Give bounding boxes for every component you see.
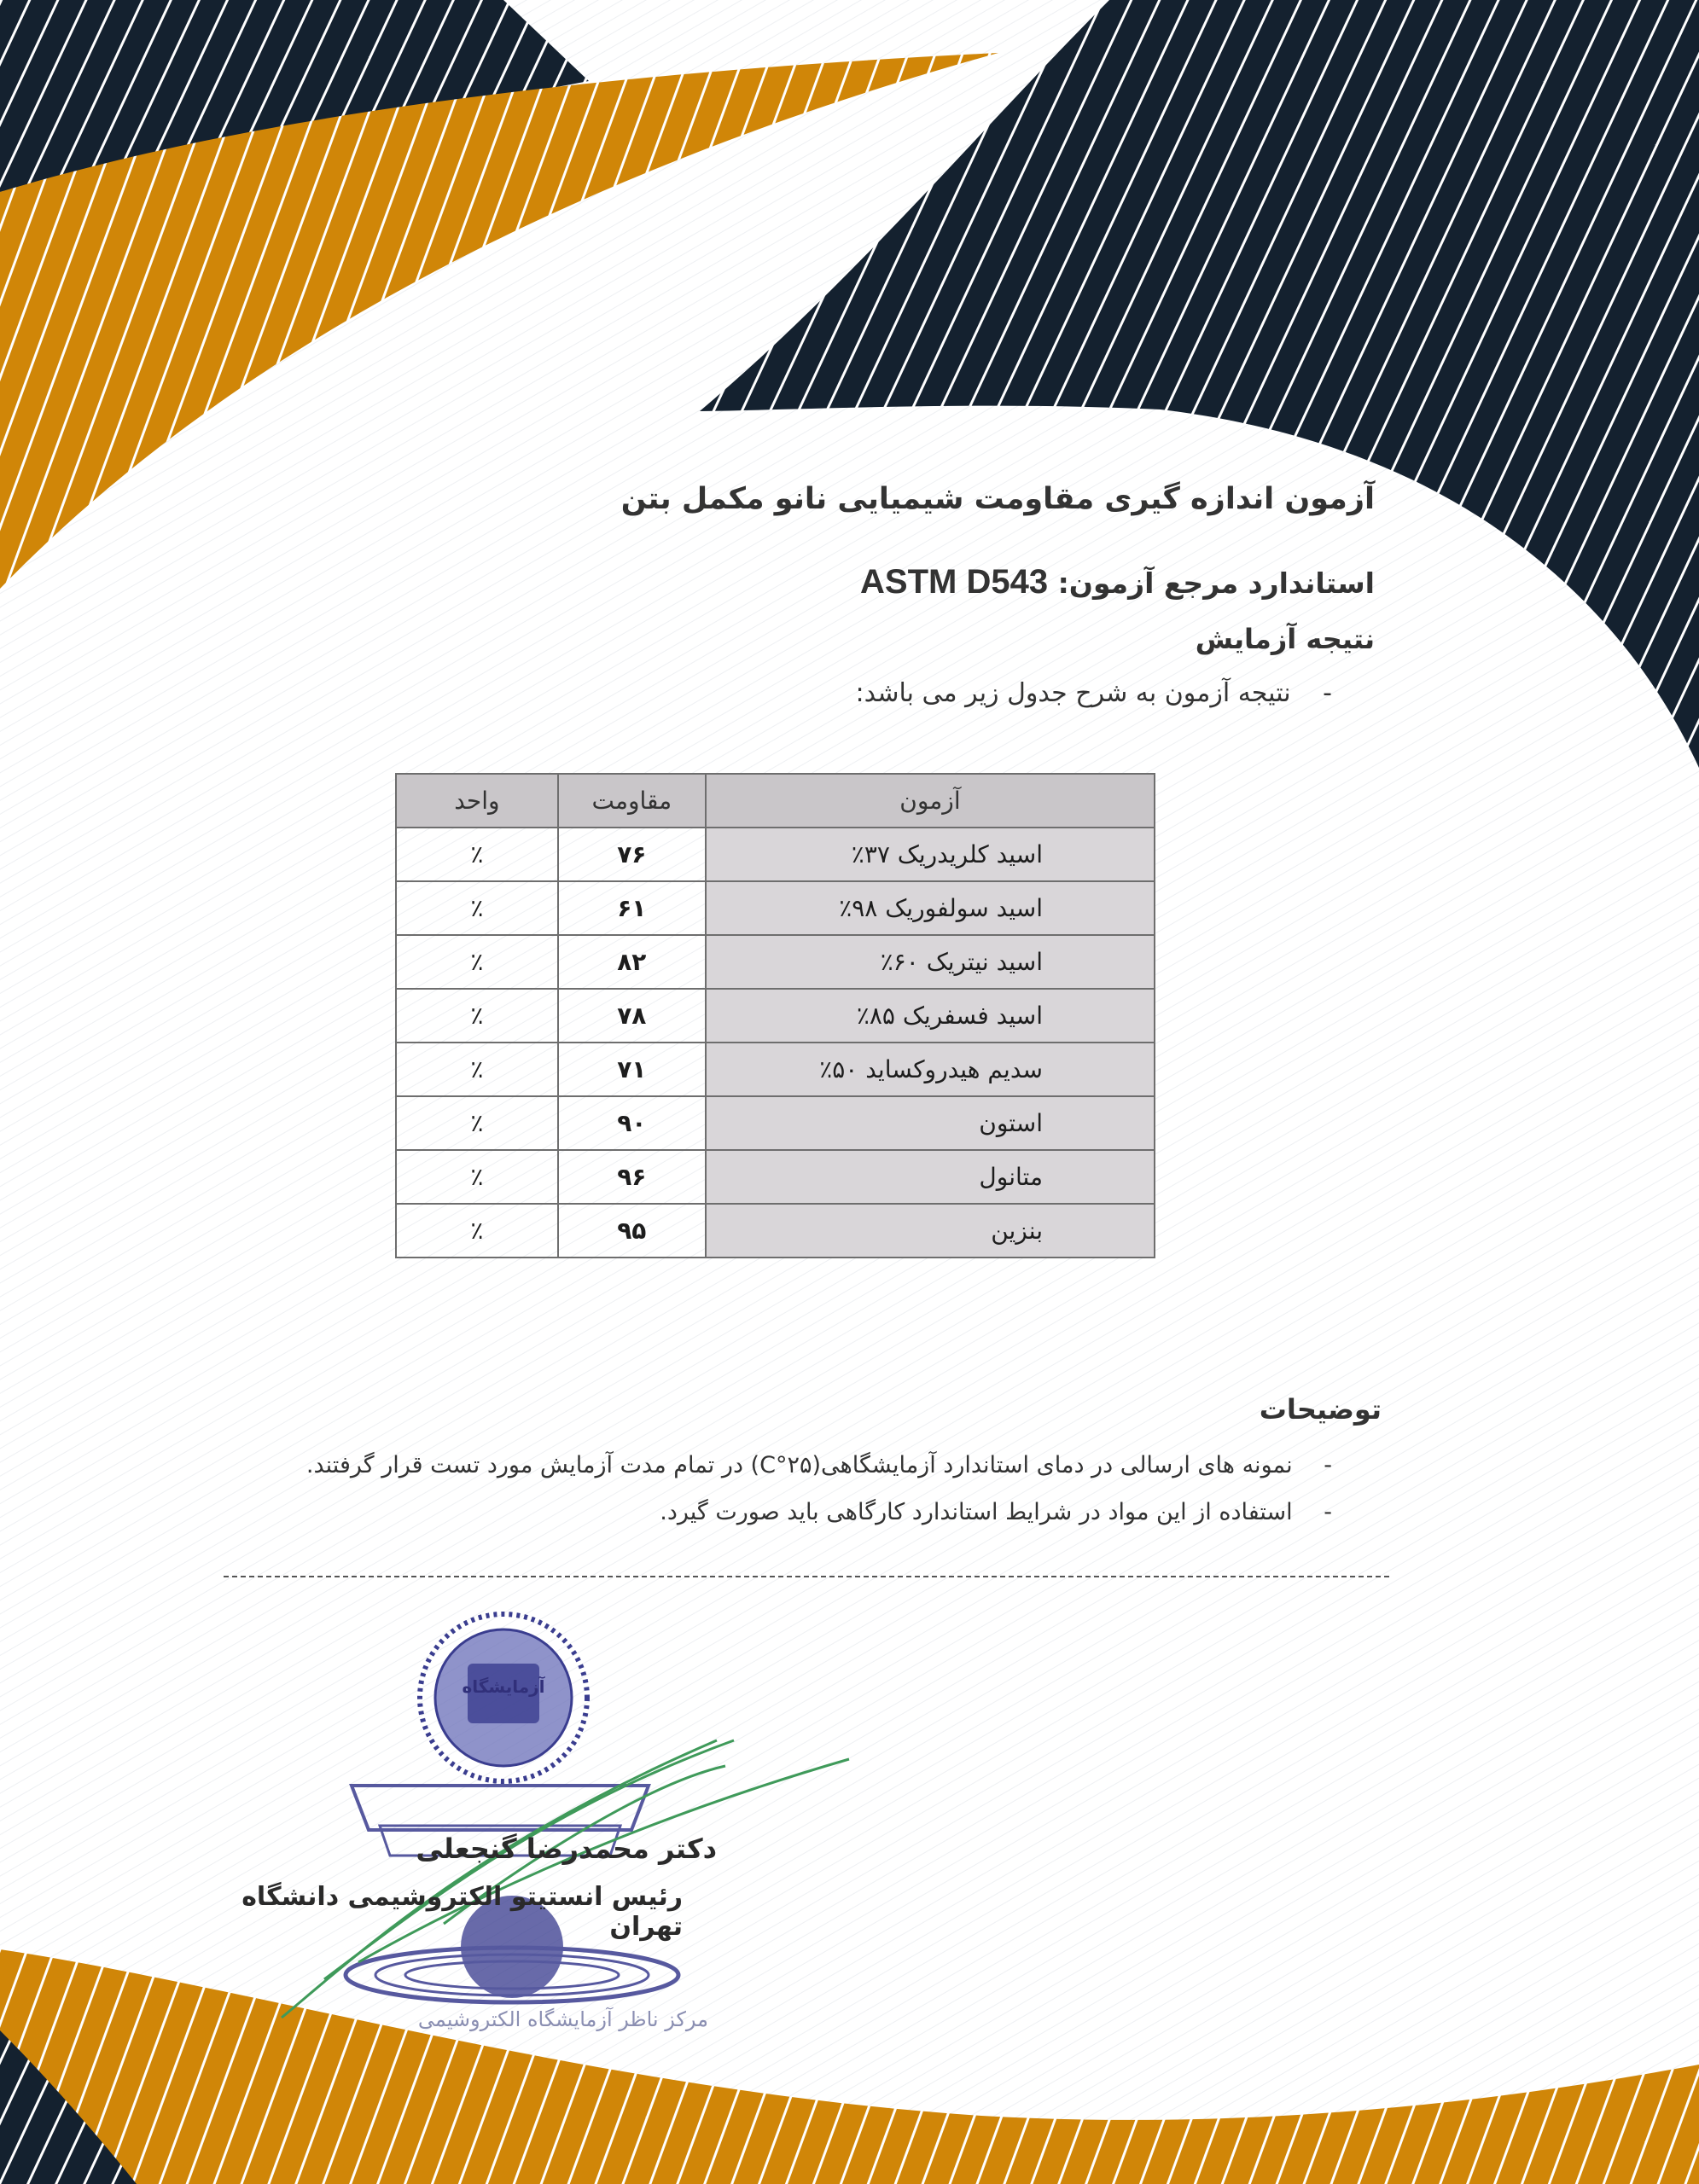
unit-cell: ٪ [396,989,558,1043]
result-intro-line [308,678,1332,708]
resistance-cell: ۹۶ [558,1150,706,1204]
table-row [396,1204,1155,1258]
table-header-row [396,774,1155,828]
seal-text: آزمایشگاه [462,1676,545,1697]
unit-cell: ٪ [396,935,558,989]
resistance-cell: ۸۲ [558,935,706,989]
note-text: نمونه های ارسالی در دمای استاندارد آزمایشگاهی(۲۵°C) در تمام مدت آزمایش مورد تست قرار گرفتند. [305,1452,1293,1478]
document-title: آزمون اندازه گیری مقاومت شیمیایی نانو مکمل بتن [620,482,1375,516]
header-unit: واحد [396,774,558,828]
table-row [396,1150,1155,1204]
test-name-cell: اسید سولفوریک ۹۸٪ [706,881,1155,935]
note-item [137,1499,1332,1525]
test-name-cell: اسید نیتریک ۶۰٪ [706,935,1155,989]
header-test: آزمون [706,774,1155,828]
test-name-cell: اسید فسفریک ۸۵٪ [706,989,1155,1043]
result-intro-text: نتیجه آزمون به شرح جدول زیر می باشد: [855,678,1291,708]
bullet-dash: - [1323,678,1332,708]
header-resistance: مقاومت [558,774,706,828]
table-row [396,1096,1155,1150]
table-row [396,1043,1155,1096]
standard-code: ASTM D543 [860,563,1049,601]
separator-line [224,1576,1389,1577]
reference-standard [351,563,1375,601]
table-row [396,828,1155,881]
signer-name: دکتر محمدرضا گنجعلی [416,1833,717,1865]
note-text: استفاده از این مواد در شرایط استاندارد کارگاهی باید صورت گیرد. [660,1499,1293,1525]
test-name-cell: سدیم هیدروکساید ۵۰٪ [706,1043,1155,1096]
unit-cell: ٪ [396,1043,558,1096]
resistance-cell: ۷۱ [558,1043,706,1096]
resistance-cell: ۷۶ [558,828,706,881]
resistance-cell: ۹۰ [558,1096,706,1150]
unit-cell: ٪ [396,1204,558,1258]
test-name-cell: بنزین [706,1204,1155,1258]
test-name-cell: اسید کلریدریک ۳۷٪ [706,828,1155,881]
bullet-dash: - [1324,1499,1332,1525]
standard-label: استاندارد مرجع آزمون: [1057,566,1375,600]
unit-cell: ٪ [396,828,558,881]
table-row [396,881,1155,935]
resistance-cell: ۷۸ [558,989,706,1043]
unit-cell: ٪ [396,1150,558,1204]
results-table [395,773,1155,1258]
table-row [396,935,1155,989]
unit-cell: ٪ [396,1096,558,1150]
table-row [396,989,1155,1043]
result-heading: نتیجه آزمایش [1195,623,1375,655]
test-name-cell: استون [706,1096,1155,1150]
note-item [137,1452,1332,1478]
bullet-dash: - [1324,1452,1332,1478]
resistance-cell: ۹۵ [558,1204,706,1258]
test-name-cell: متانول [706,1150,1155,1204]
stamp-caption: مرکز ناظر آزمایشگاه الکتروشیمی [417,2007,708,2031]
unit-cell: ٪ [396,881,558,935]
resistance-cell: ۶۱ [558,881,706,935]
notes-heading: توضیحات [1259,1393,1382,1426]
signer-title: رئیس انستیتو الکتروشیمی دانشگاه تهران [241,1882,683,1942]
